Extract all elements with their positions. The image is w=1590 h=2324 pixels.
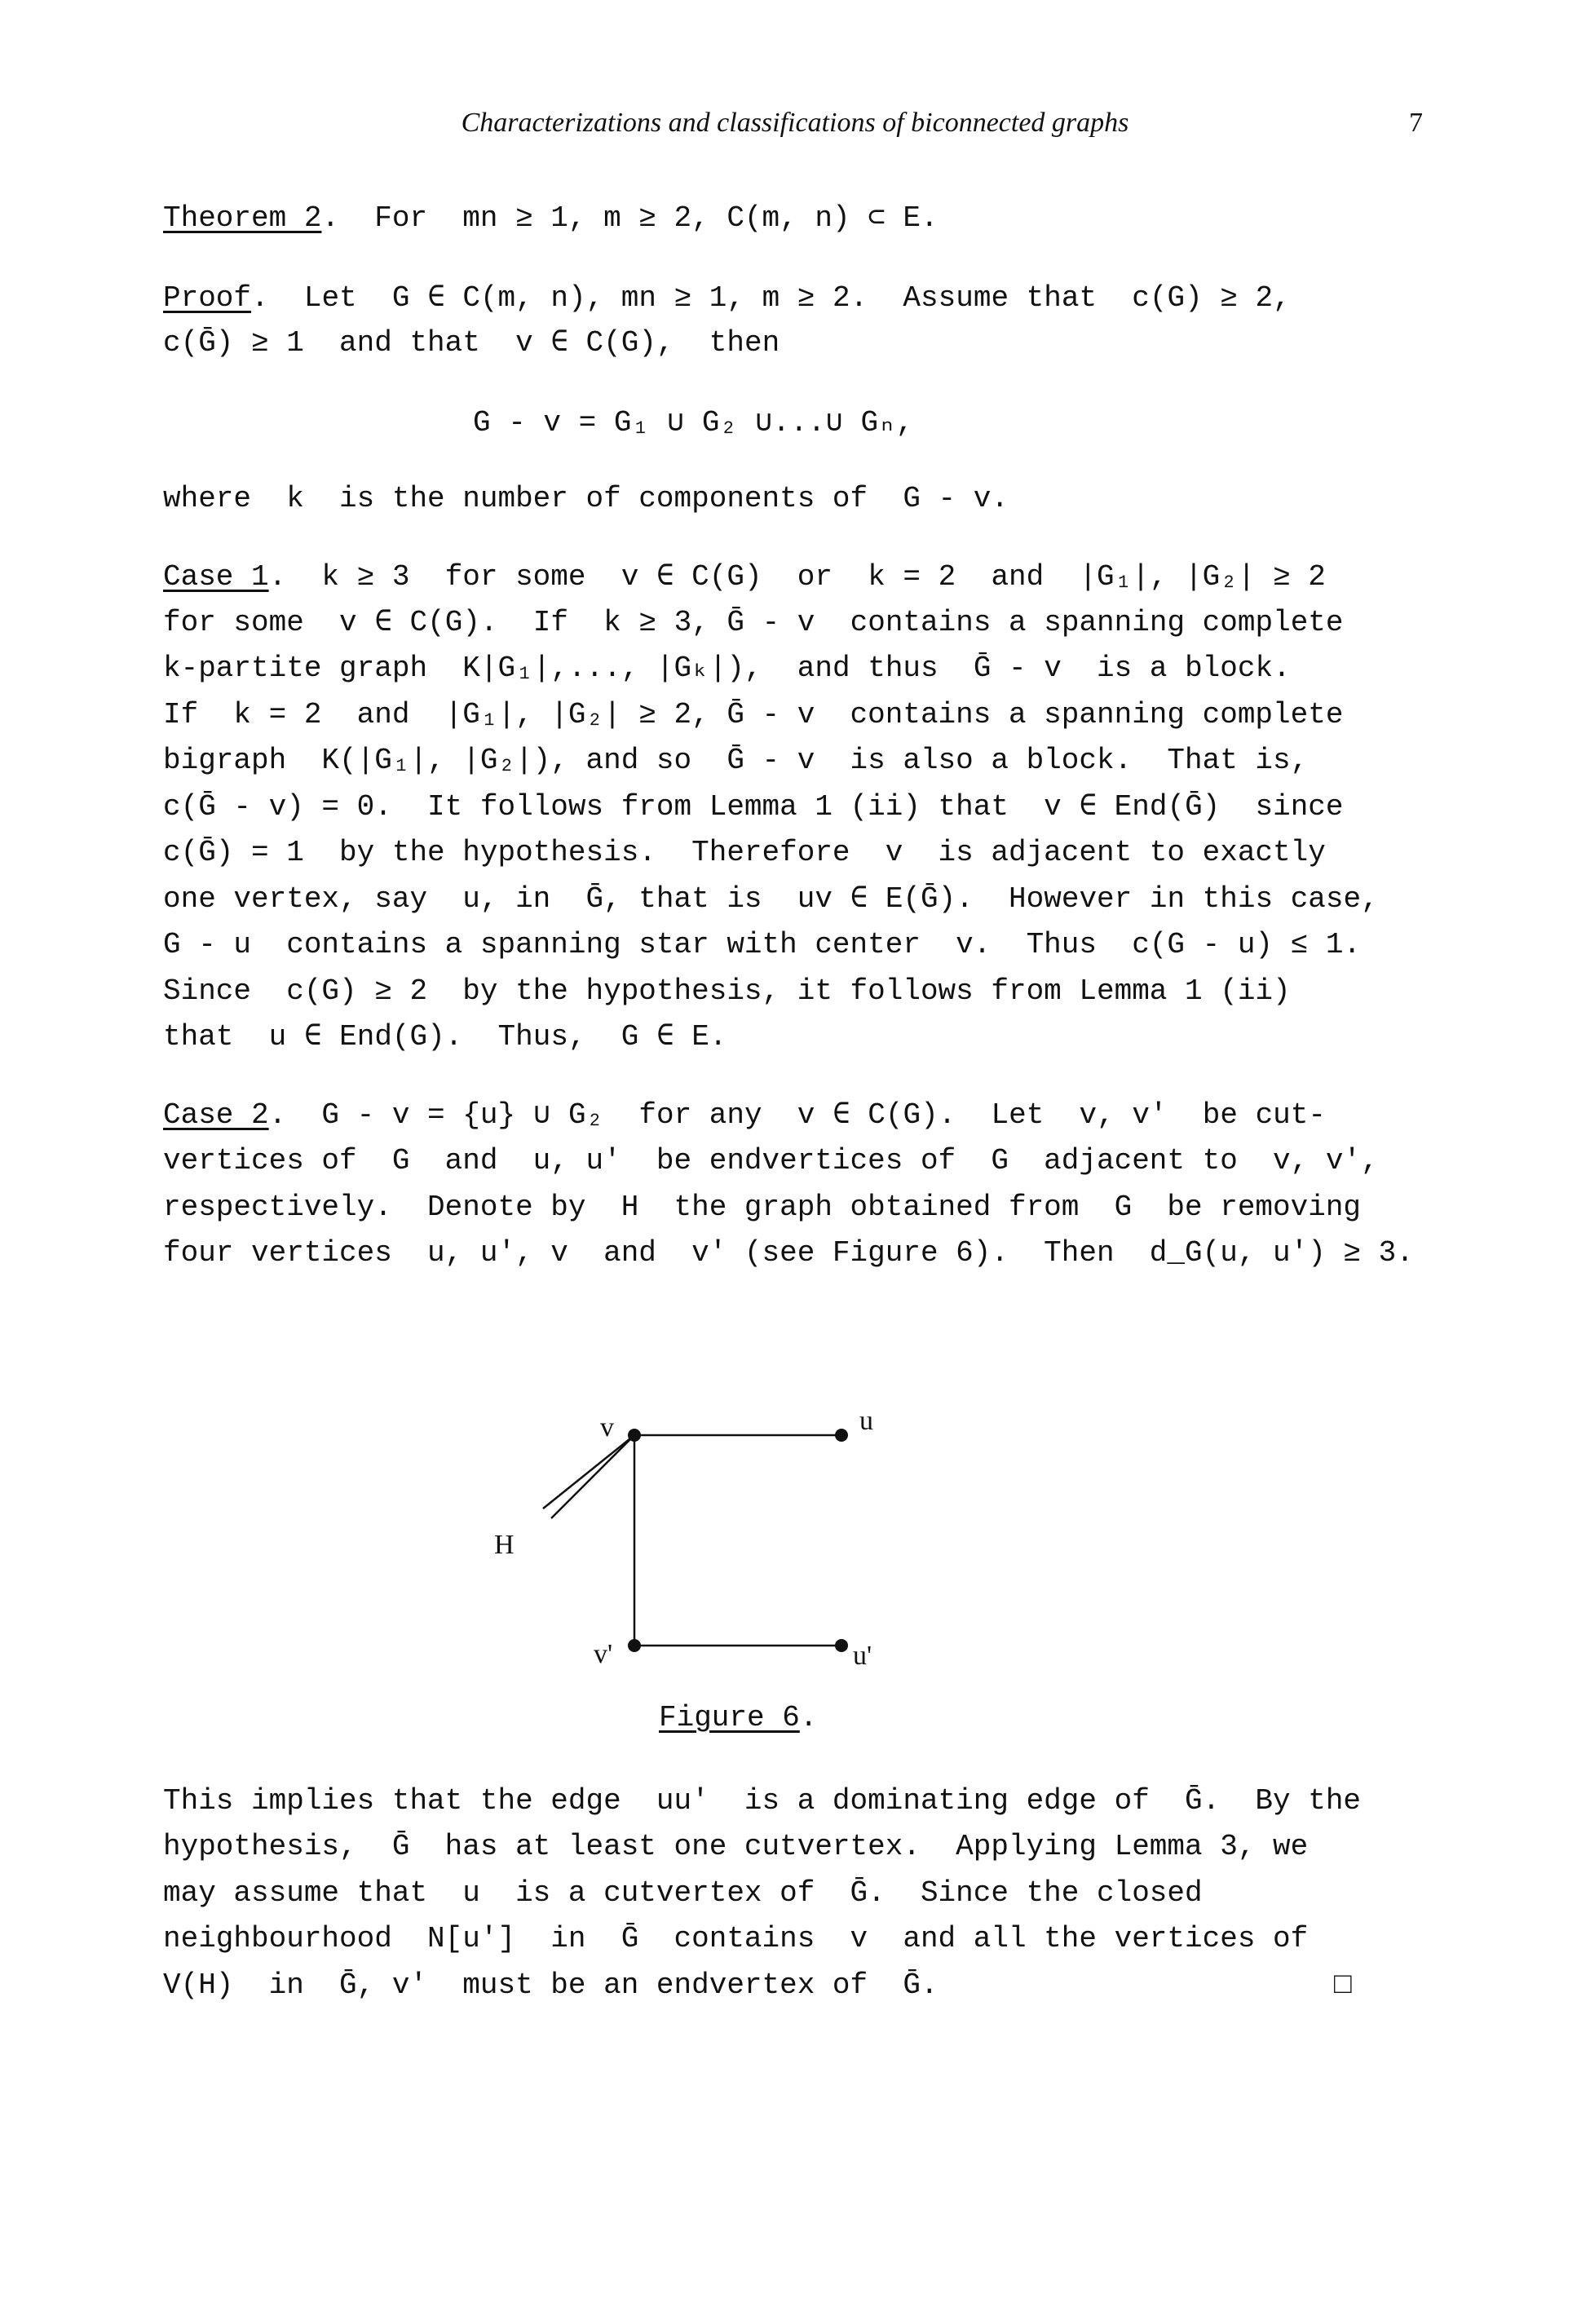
case2-line: vertices of G and u, u' be endvertices of G adjacent to v, v', (163, 1144, 1379, 1177)
caption-suffix: . (799, 1701, 818, 1734)
label-u: u (859, 1406, 873, 1436)
case2-label: Case 2 (163, 1098, 269, 1132)
label-v-prime: v' (594, 1639, 613, 1669)
case2-text: . G - v = {u} ∪ G₂ for any v ∈ C(G). Let v, v' be cut- (268, 1098, 1326, 1132)
case1-text: . k ≥ 3 for some v ∈ C(G) or k = 2 and |G₁|, |G₂| ≥ 2 (268, 560, 1326, 594)
case1-line: for some v ∈ C(G). If k ≥ 3, Ḡ - v contains a spanning complete (163, 606, 1344, 639)
label-v: v (600, 1412, 614, 1443)
case1-label: Case 1 (163, 560, 269, 594)
conclusion-line: V(H) in Ḡ, v' must be an endvertex of Ḡ. (163, 1968, 939, 2002)
h-stroke-2 (551, 1435, 634, 1518)
running-title: Characterizations and classifications of biconnected graphs (461, 108, 1129, 138)
theorem-text: . For mn ≥ 1, m ≥ 2, C(m, n) ⊂ E. (321, 201, 939, 235)
case2-first-line (163, 1098, 1326, 1133)
case1-line: that u ∈ End(G). Thus, G ∈ E. (163, 1020, 727, 1054)
proof-line (163, 281, 1291, 316)
theorem-statement (163, 201, 939, 236)
conclusion-line: may assume that u is a cutvertex of Ḡ. Since the closed (163, 1876, 1203, 1910)
vertex-vprime (628, 1639, 641, 1652)
h-stroke-1 (543, 1435, 634, 1509)
case1-line: c(Ḡ) = 1 by the hypothesis. Therefore v is adjacent to exactly (163, 836, 1326, 869)
label-u-prime: u' (853, 1641, 872, 1671)
case1-line: Since c(G) ≥ 2 by the hypothesis, it follows from Lemma 1 (ii) (163, 974, 1291, 1008)
case1-line: bigraph K(|G₁|, |G₂|), and so Ḡ - v is also a block. That is, (163, 744, 1309, 777)
case1-line: G - u contains a spanning star with center v. Thus c(G - u) ≤ 1. (163, 928, 1362, 961)
theorem-label: Theorem 2 (163, 201, 322, 235)
vertex-u (835, 1429, 848, 1442)
proof-label: Proof (163, 281, 252, 315)
decomposition-equation: G - v = G₁ ∪ G₂ ∪...∪ Gₙ, (473, 406, 914, 440)
figure-caption (659, 1701, 817, 1734)
case1-line: one vertex, say u, in Ḡ, that is uv ∈ E(Ḡ). However in this case, (163, 882, 1379, 916)
vertex-v (628, 1429, 641, 1442)
caption-label: Figure 6 (659, 1701, 800, 1734)
case1-first-line (163, 559, 1326, 595)
proof-text: . Let G ∈ C(m, n), mn ≥ 1, m ≥ 2. Assume that c(G) ≥ 2, (251, 281, 1291, 315)
label-H: H (494, 1530, 515, 1560)
proof-line: where k is the number of components of G - v. (163, 482, 1009, 515)
case2-line: four vertices u, u', v and v' (see Figure 6). Then d_G(u, u') ≥ 3. (163, 1236, 1414, 1270)
qed-symbol: □ (1334, 1968, 1352, 2002)
page-number: 7 (1409, 108, 1423, 138)
proof-line: c(Ḡ) ≥ 1 and that v ∈ C(G), then (163, 326, 780, 360)
case1-line: k-partite graph K|G₁|,..., |Gₖ|), and thus Ḡ - v is a block. (163, 652, 1291, 685)
conclusion-line: This implies that the edge uu' is a dominating edge of Ḡ. By the (163, 1784, 1362, 1818)
vertex-uprime (835, 1639, 848, 1652)
case1-line: c(Ḡ - v) = 0. It follows from Lemma 1 (ii) that v ∈ End(Ḡ) since (163, 790, 1344, 824)
conclusion-line: neighbourhood N[u'] in Ḡ contains v and all the vertices of (163, 1922, 1309, 1955)
figure-6 (457, 1378, 946, 1688)
conclusion-line: hypothesis, Ḡ has at least one cutvertex. Applying Lemma 3, we (163, 1830, 1309, 1863)
case2-line: respectively. Denote by H the graph obtained from G be removing (163, 1191, 1362, 1224)
case1-line: If k = 2 and |G₁|, |G₂| ≥ 2, Ḡ - v contains a spanning complete (163, 698, 1344, 731)
